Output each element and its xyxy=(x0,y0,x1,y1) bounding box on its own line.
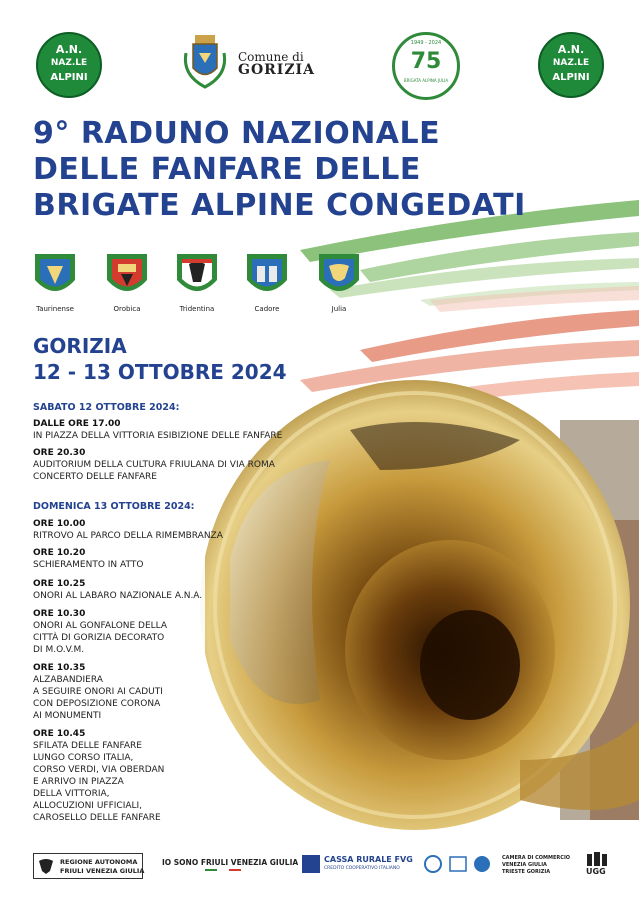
saturday-item-1-time: DALLE ORE 17.00 xyxy=(33,419,121,429)
sunday-item-4-time: ORE 10.30 xyxy=(33,609,86,619)
sunday-heading: DOMENICA 13 OTTOBRE 2024: xyxy=(33,501,195,512)
cassa-rurale-icon xyxy=(302,855,320,873)
shield-icon xyxy=(317,252,361,302)
sunday-item-3-time: ORE 10.25 xyxy=(33,579,86,589)
event-location-dates xyxy=(33,333,287,385)
ana-logo-left-line3: ALPINI xyxy=(50,72,88,83)
cassa-rurale-name: CASSA RURALE FVG xyxy=(324,855,413,864)
camera-line2: VENEZIA GIULIA xyxy=(502,862,547,868)
regione-fvg-logo xyxy=(33,853,143,879)
ana-logo-left-line1: A.N. xyxy=(55,43,83,56)
sunday-item-3-desc: ONORI AL LABARO NAZIONALE A.N.A. xyxy=(33,591,203,601)
ana-logo-right xyxy=(538,32,604,98)
cassa-rurale-subtitle: CREDITO COOPERATIVO ITALIANO xyxy=(324,866,400,871)
sunday-item-6-desc: SFILATA DELLE FANFARE LUNGO CORSO ITALIA, CORSO VERDI, VIA OBERDAN E ARRIVO IN PIAZZA DELLA VITTORIA, ALLOCUZIONI UFFICIALI, CAROSELLO DELLE FANFARE xyxy=(33,741,165,823)
anniversary-number: 75 xyxy=(410,49,442,74)
brigade-label-cadore: Cadore xyxy=(254,305,280,313)
anniversary-logo xyxy=(392,32,460,100)
shield-icon xyxy=(245,252,289,302)
sunday-item-1-desc: RITROVO AL PARCO DELLA RIMEMBRANZA xyxy=(33,531,223,541)
ana-logo-right-line1: A.N. xyxy=(557,43,585,56)
brigade-shield-cadore xyxy=(232,252,302,313)
brigade-shield-orobica xyxy=(92,252,162,313)
gorizia-coat-of-arms xyxy=(180,33,230,91)
ugg-towers-icon xyxy=(586,852,608,866)
regione-line2: FRIULI VENEZIA GIULIA xyxy=(60,867,145,875)
heritage-logos-icon xyxy=(424,854,496,874)
saturday-item-2-desc: AUDITORIUM DELLA CULTURA FRIULANA DI VIA ROMA CONCERTO DELLE FANFARE xyxy=(33,460,275,482)
camera-line3: TRIESTE GORIZIA xyxy=(502,869,551,875)
comune-name: GORIZIA xyxy=(238,62,315,78)
anniversary-years: 1949 - 2024 xyxy=(410,40,442,46)
camera-line1: CAMERA DI COMMERCIO xyxy=(502,855,571,861)
sunday-item-4-desc: ONORI AL GONFALONE DELLA CITTÀ DI GORIZIA DECORATO DI M.O.V.M. xyxy=(33,621,168,655)
ugg-label: UGG xyxy=(586,867,606,876)
sunday-item-1 xyxy=(33,518,333,542)
title-line-3: BRIGATE ALPINE CONGEDATI xyxy=(33,188,526,223)
ana-logo-left-line2: NAZ.LE xyxy=(50,58,88,68)
saturday-item-2 xyxy=(33,447,333,483)
ana-logo-right-line2: NAZ.LE xyxy=(552,58,590,68)
sunday-item-5-time: ORE 10.35 xyxy=(33,663,86,673)
shield-icon xyxy=(105,252,149,302)
ana-logo-left xyxy=(36,32,102,98)
saturday-item-1 xyxy=(33,418,333,442)
regione-line1: REGIONE AUTONOMA xyxy=(60,858,138,866)
brigade-label-orobica: Orobica xyxy=(113,305,141,313)
sunday-item-4 xyxy=(33,608,333,656)
shield-icon xyxy=(33,252,77,302)
event-city: GORIZIA xyxy=(33,334,127,358)
saturday-item-2-time: ORE 20.30 xyxy=(33,448,86,458)
coat-of-arms-icon xyxy=(180,33,230,91)
shield-icon xyxy=(175,252,219,302)
sunday-item-6 xyxy=(33,728,333,824)
sunday-item-3 xyxy=(33,578,333,602)
event-title xyxy=(33,116,613,224)
sunday-item-6-time: ORE 10.45 xyxy=(33,729,86,739)
brigade-shield-taurinense xyxy=(20,252,90,313)
sunday-item-2 xyxy=(33,547,333,571)
tricolor-bar xyxy=(205,869,241,871)
event-dates: 12 - 13 OTTOBRE 2024 xyxy=(33,360,287,384)
brigade-shield-julia xyxy=(304,252,374,313)
title-line-2: DELLE FANFARE DELLE xyxy=(33,152,421,187)
io-sono-fvg-logo: IO SONO FRIULI VENEZIA GIULIA xyxy=(162,858,299,867)
saturday-item-1-desc: IN PIAZZA DELLA VITTORIA ESIBIZIONE DELLE FANFARE xyxy=(33,431,283,441)
brigade-label-julia: Julia xyxy=(331,305,347,313)
comune-label: Comune di xyxy=(238,50,304,64)
sunday-item-2-desc: SCHIERAMENTO IN ATTO xyxy=(33,560,144,570)
brigade-shield-tridentina xyxy=(162,252,232,313)
eagle-icon xyxy=(37,857,55,875)
ana-logo-right-line3: ALPINI xyxy=(552,72,590,83)
sunday-item-1-time: ORE 10.00 xyxy=(33,519,86,529)
brigade-label-tridentina: Tridentina xyxy=(179,305,215,313)
title-line-1: 9° RADUNO NAZIONALE xyxy=(33,116,441,151)
brigade-label-taurinense: Taurinense xyxy=(36,305,74,313)
anniversary-caption: BRIGATA ALPINA JULIA xyxy=(403,78,449,83)
saturday-heading: SABATO 12 OTTOBRE 2024: xyxy=(33,402,180,413)
sunday-item-5 xyxy=(33,662,333,722)
sunday-item-2-time: ORE 10.20 xyxy=(33,548,86,558)
sunday-item-5-desc: ALZABANDIERA A SEGUIRE ONORI AI CADUTI CON DEPOSIZIONE CORONA AI MONUMENTI xyxy=(33,675,163,721)
